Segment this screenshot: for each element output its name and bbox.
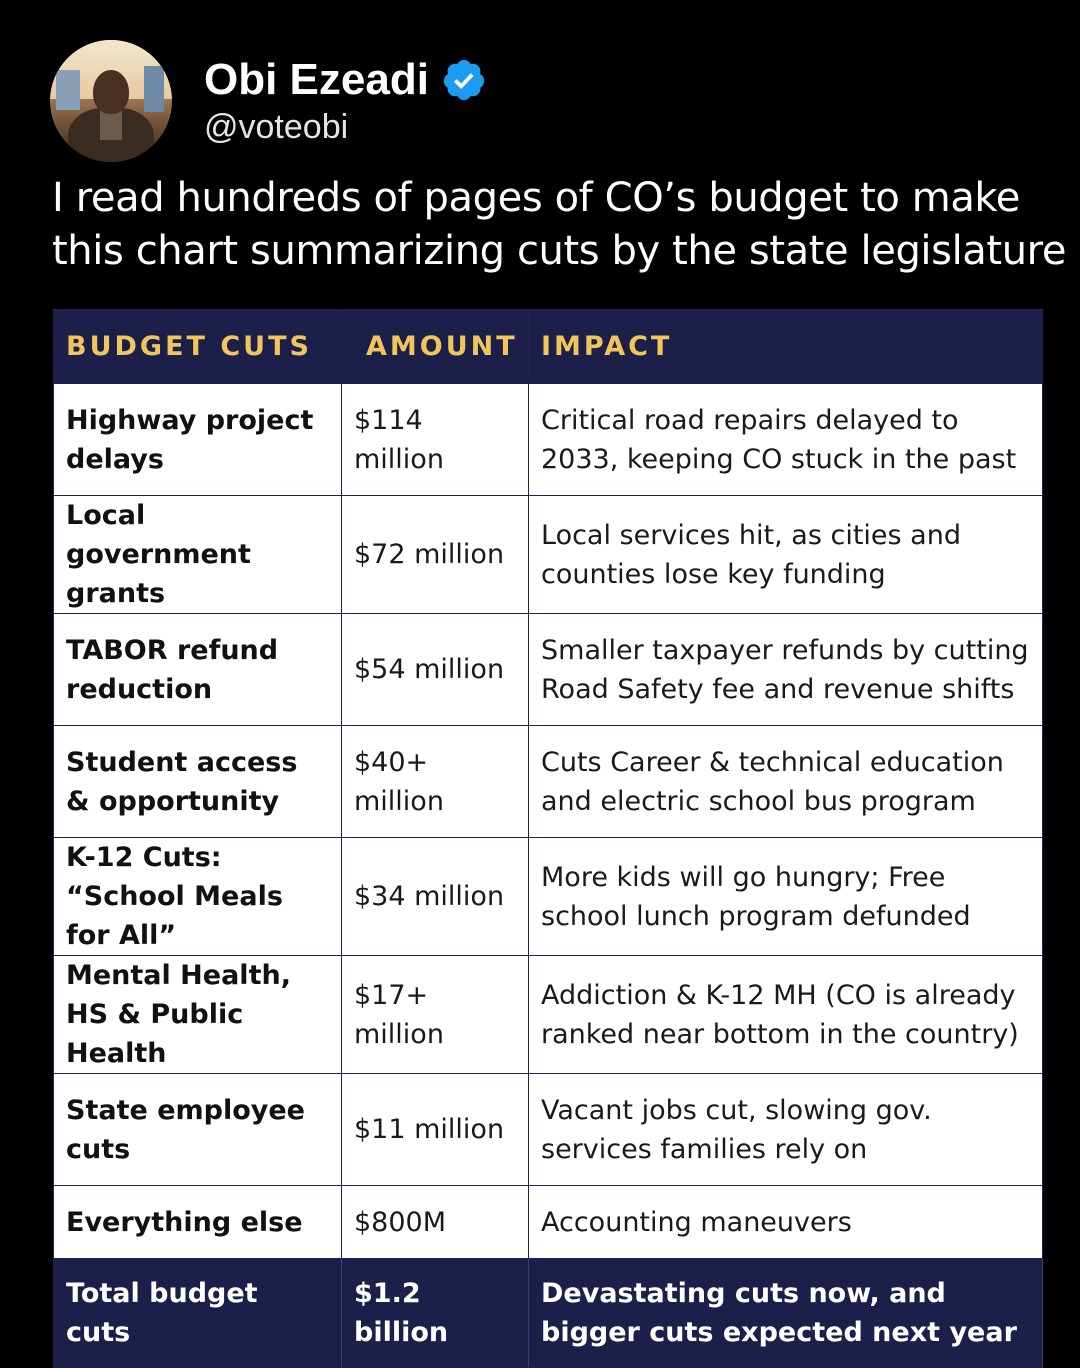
table-row (54, 384, 1043, 496)
cut-name: TABOR refund reduction (54, 614, 342, 726)
cut-impact: Smaller taxpayer refunds by cutting Road Safety fee and revenue shifts (529, 614, 1043, 726)
post-text (52, 172, 1067, 278)
avatar[interactable] (50, 40, 172, 162)
post-text-line: I read hundreds of pages of CO’s budget to make (52, 175, 1020, 221)
cut-amount: $11 million (342, 1074, 529, 1186)
cut-amount: $54 million (342, 614, 529, 726)
table-row (54, 614, 1043, 726)
column-header-amount: AMOUNT (342, 310, 529, 384)
budget-cuts-table (53, 309, 1043, 1368)
cut-name: Student access & opportunity (54, 726, 342, 838)
cut-name: Highway project delays (54, 384, 342, 496)
verified-badge-icon (441, 57, 487, 103)
total-label: Total budget cuts (54, 1259, 342, 1368)
author-block (204, 54, 487, 148)
total-row (54, 1259, 1043, 1368)
table-row (54, 726, 1043, 838)
cut-impact: Addiction & K-12 MH (CO is already ranked near bottom in the country) (529, 956, 1043, 1074)
cut-name: State employee cuts (54, 1074, 342, 1186)
cut-name: K-12 Cuts: “School Meals for All” (54, 838, 342, 956)
column-header-impact: IMPACT (529, 310, 1043, 384)
total-amount: $1.2 billion (342, 1259, 529, 1368)
cut-amount: $17+ million (342, 956, 529, 1074)
total-impact: Devastating cuts now, and bigger cuts expected next year (529, 1259, 1043, 1368)
cut-impact: Cuts Career & technical education and electric school bus program (529, 726, 1043, 838)
cut-amount: $800M (342, 1186, 529, 1259)
cut-impact: Vacant jobs cut, slowing gov. services families rely on (529, 1074, 1043, 1186)
post-text-line: this chart summarizing cuts by the state legislature (52, 228, 1067, 274)
post-header (50, 40, 487, 162)
table-row (54, 1074, 1043, 1186)
cut-impact: More kids will go hungry; Free school lunch program defunded (529, 838, 1043, 956)
cut-name: Mental Health, HS & Public Health (54, 956, 342, 1074)
cut-impact: Critical road repairs delayed to 2033, keeping CO stuck in the past (529, 384, 1043, 496)
table-row (54, 838, 1043, 956)
cut-name: Local government grants (54, 496, 342, 614)
table-row (54, 956, 1043, 1074)
author-handle[interactable]: @voteobi (204, 108, 349, 146)
cut-impact: Local services hit, as cities and counties lose key funding (529, 496, 1043, 614)
table-row (54, 496, 1043, 614)
cut-amount: $34 million (342, 838, 529, 956)
column-header-budget-cuts: BUDGET CUTS (54, 310, 342, 384)
cut-amount: $72 million (342, 496, 529, 614)
table-row (54, 1186, 1043, 1259)
cut-impact: Accounting maneuvers (529, 1186, 1043, 1259)
table-header-row (54, 310, 1043, 384)
cut-name: Everything else (54, 1186, 342, 1259)
cut-amount: $114 million (342, 384, 529, 496)
author-name[interactable]: Obi Ezeadi (204, 55, 429, 104)
cut-amount: $40+ million (342, 726, 529, 838)
